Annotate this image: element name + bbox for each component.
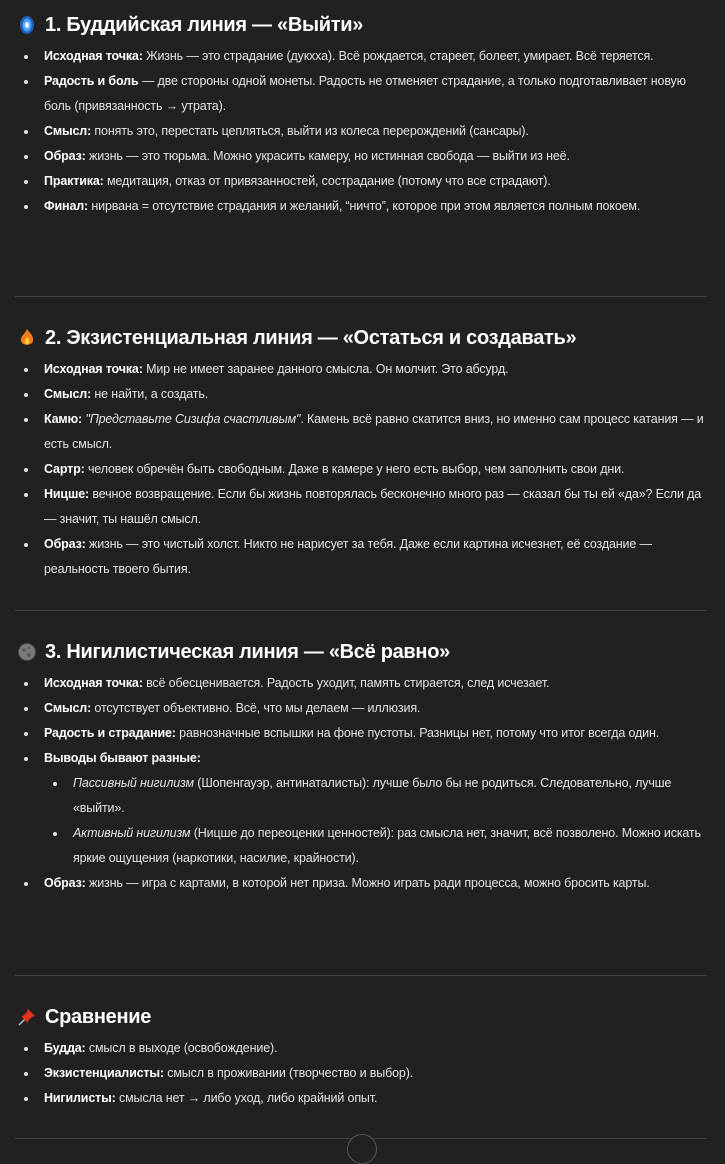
list-item: [44, 1036, 705, 1061]
section-heading: [17, 10, 725, 40]
item-text: понять это, перестать цепляться, выйти из колеса перерождений (сансары).: [91, 124, 529, 138]
item-text: всё обесценивается. Радость уходит, память стирается, след исчезает.: [142, 676, 550, 690]
sub-list: [44, 771, 705, 871]
item-text: смысл в проживании (творчество и выбор).: [163, 1066, 414, 1080]
item-emphasis: Пассивный нигилизм: [73, 776, 194, 790]
item-label: Практика:: [44, 174, 104, 188]
item-label: Образ:: [44, 149, 86, 163]
item-text: равнозначные вспышки на фоне пустоты. Разницы нет, потому что итог всегда один.: [175, 726, 660, 740]
list-item: [44, 382, 705, 407]
section-comparison: [0, 1002, 725, 1111]
item-text: Мир не имеет заранее данного смысла. Он молчит. Это абсурд.: [142, 362, 509, 376]
item-emphasis: "Представьте Сизифа счастливым": [82, 412, 301, 426]
list-item: [44, 721, 705, 746]
section-buddhist: [0, 10, 725, 219]
item-label: Экзистенциалисты:: [44, 1066, 164, 1080]
list-item: [44, 1061, 705, 1086]
section-heading: [17, 323, 725, 353]
item-label: Будда:: [44, 1041, 86, 1055]
divider: [15, 610, 707, 611]
item-label: Исходная точка:: [44, 362, 143, 376]
item-label: Исходная точка:: [44, 676, 143, 690]
section-heading: [17, 1002, 725, 1032]
moon-icon: [17, 642, 37, 662]
section-title: 3. Нигилистическая линия — «Всё равно»: [45, 640, 450, 663]
list-item: [44, 407, 705, 457]
section-nihilist: [0, 637, 725, 896]
list-item: [44, 119, 705, 144]
list-item: [44, 871, 705, 896]
list-item: [44, 194, 705, 219]
blue-eye-icon: [17, 15, 37, 35]
item-text: жизнь — это тюрьма. Можно украсить камеру, но истинная свобода — выйти из неё.: [85, 149, 570, 163]
list-item: [44, 696, 705, 721]
item-text: жизнь — игра с картами, в которой нет приза. Можно играть ради процесса, можно бросить карты.: [85, 876, 650, 890]
item-text: (Ницше до переоценки ценностей): раз смысла нет, значит, всё позволено. Можно искать яркие ощущения (наркотики, насилие, крайности).: [73, 826, 701, 865]
list-item: [44, 532, 705, 582]
item-text: смысла нет → либо уход, либо крайний опыт.: [115, 1091, 378, 1105]
bullet-list: [0, 671, 725, 896]
item-label: Образ:: [44, 876, 86, 890]
item-label: Ницше:: [44, 487, 90, 501]
section-title: Сравнение: [45, 1005, 152, 1028]
item-text: отсутствует объективно. Всё, что мы делаем — иллюзия.: [91, 701, 421, 715]
section-heading: [17, 637, 725, 667]
item-text: вечное возвращение. Если бы жизнь повторялась бесконечно много раз — сказал бы ты ей «да»? Если да — значит, ты нашёл смысл.: [44, 487, 702, 526]
list-item: [73, 771, 705, 821]
list-item: [44, 1086, 705, 1111]
list-item: [44, 746, 705, 871]
item-text: . Камень всё равно скатится вниз, но именно сам процесс катания — и есть смысл.: [44, 412, 704, 451]
item-label: Смысл:: [44, 124, 92, 138]
list-item: [44, 69, 705, 119]
list-item: [44, 671, 705, 696]
item-label: Радость и страдание:: [44, 726, 176, 740]
list-item: [73, 821, 705, 871]
pushpin-icon: [17, 1007, 37, 1027]
item-label: Радость и боль: [44, 74, 139, 88]
item-text: не найти, а создать.: [91, 387, 209, 401]
item-label: Исходная точка:: [44, 49, 143, 63]
item-label: Смысл:: [44, 701, 92, 715]
list-item: [44, 482, 705, 532]
list-item: [44, 144, 705, 169]
scroll-down-button[interactable]: [347, 1134, 377, 1164]
item-text: жизнь — это чистый холст. Никто не нарисует за тебя. Даже если картина исчезнет, её создание — реальность твоего бытия.: [44, 537, 652, 576]
list-item: [44, 457, 705, 482]
section-title: 1. Буддийская линия — «Выйти»: [45, 13, 364, 36]
item-text: смысл в выходе (освобождение).: [85, 1041, 278, 1055]
section-existential: [0, 323, 725, 582]
item-text: человек обречён быть свободным. Даже в камере у него есть выбор, чем заполнить свои дни.: [84, 462, 625, 476]
item-text: — две стороны одной монеты. Радость не отменяет страдание, а только подготавливает новую боль (привязанность → утрата).: [44, 74, 686, 113]
fire-icon: [17, 328, 37, 348]
list-item: [44, 169, 705, 194]
item-text: (Шопенгауэр, антинаталисты): лучше было бы не родиться. Следовательно, лучше «выйти».: [73, 776, 672, 815]
item-label: Камю:: [44, 412, 83, 426]
item-text: Жизнь — это страдание (дукхха). Всё рождается, стареет, болеет, умирает. Всё теряется.: [142, 49, 654, 63]
bullet-list: [0, 1036, 725, 1111]
list-item: [44, 357, 705, 382]
item-emphasis: Активный нигилизм: [73, 826, 191, 840]
bullet-list: [0, 44, 725, 219]
divider: [15, 296, 707, 297]
bullet-list: [0, 357, 725, 582]
item-label: Сартр:: [44, 462, 85, 476]
item-label: Смысл:: [44, 387, 92, 401]
item-label: Выводы бывают разные:: [44, 751, 201, 765]
item-label: Образ:: [44, 537, 86, 551]
list-item: [44, 44, 705, 69]
item-label: Нигилисты:: [44, 1091, 116, 1105]
item-text: медитация, отказ от привязанностей, сострадание (потому что все страдают).: [103, 174, 551, 188]
divider: [15, 975, 707, 976]
section-title: 2. Экзистенциальная линия — «Остаться и создавать»: [45, 326, 577, 349]
item-label: Финал:: [44, 199, 89, 213]
item-text: нирвана = отсутствие страдания и желаний, “ничто”, которое при этом является полным покоем.: [88, 199, 641, 213]
